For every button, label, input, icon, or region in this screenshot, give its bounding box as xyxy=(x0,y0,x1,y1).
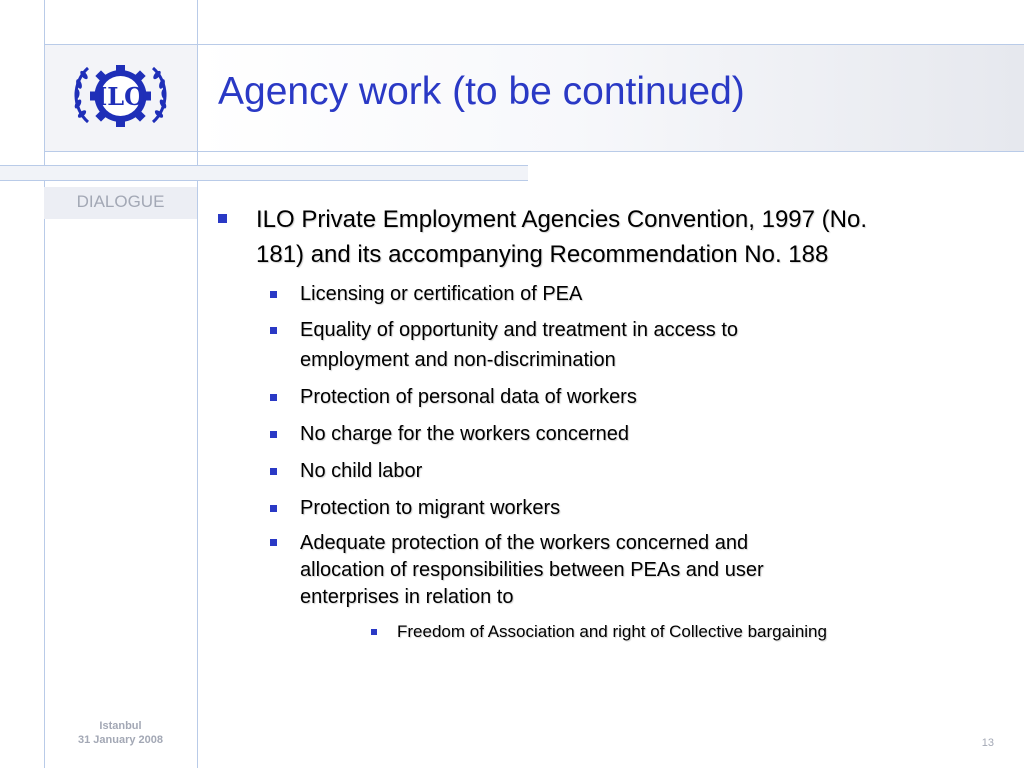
sub-bullet-7-line-3: enterprises in relation to xyxy=(300,586,514,608)
bullet-square-icon xyxy=(270,468,277,475)
sub-bullet-2-line-2: employment and non-discrimination xyxy=(300,349,616,371)
bullet-square-icon xyxy=(218,214,227,223)
logo-panel xyxy=(44,44,197,151)
bullet-square-icon xyxy=(270,431,277,438)
bullet-square-icon xyxy=(371,629,377,635)
bullet-square-icon xyxy=(270,291,277,298)
sub-bullet-5: No child labor xyxy=(300,460,423,482)
bullet-square-icon xyxy=(270,394,277,401)
section-label: DIALOGUE xyxy=(44,187,197,219)
bullet-square-icon xyxy=(270,327,277,334)
sub-bullet-7-line-2: allocation of responsibilities between PEAs and user xyxy=(300,559,764,581)
sub-bullet-2-line-1: Equality of opportunity and treatment in access to xyxy=(300,319,739,341)
ilo-logo-text: ILO xyxy=(95,82,146,111)
main-bullet-line-2: 181) and its accompanying Recommendation No. 188 xyxy=(256,241,829,268)
sub-bullet-1: Licensing or certification of PEA xyxy=(300,283,583,305)
main-bullet-line-1: ILO Private Employment Agencies Convention, 1997 (No. xyxy=(256,206,867,233)
sub-bullet-7-line-1: Adequate protection of the workers concerned and xyxy=(300,532,749,554)
frame-line-right xyxy=(197,0,198,768)
frame-line-header-bottom xyxy=(44,151,1024,152)
footer-date: 31 January 2008 xyxy=(77,734,163,746)
slide-title: Agency work (to be continued) xyxy=(218,70,745,113)
sub-bullet-3: Protection of personal data of workers xyxy=(300,386,637,408)
subsub-bullet-1: Freedom of Association and right of Collective bargaining xyxy=(397,622,827,641)
footer-location xyxy=(44,719,197,747)
frame-line-top xyxy=(44,44,1024,45)
bullet-square-icon xyxy=(270,539,277,546)
sub-bullet-6: Protection to migrant workers xyxy=(300,497,561,519)
frame-line-left xyxy=(44,0,45,768)
divider-bar xyxy=(0,165,528,181)
page-number: 13 xyxy=(981,737,994,749)
footer-city: Istanbul xyxy=(99,720,142,732)
sub-bullet-4: No charge for the workers concerned xyxy=(300,423,630,445)
ilo-logo-icon xyxy=(44,44,197,151)
bullet-square-icon xyxy=(270,505,277,512)
